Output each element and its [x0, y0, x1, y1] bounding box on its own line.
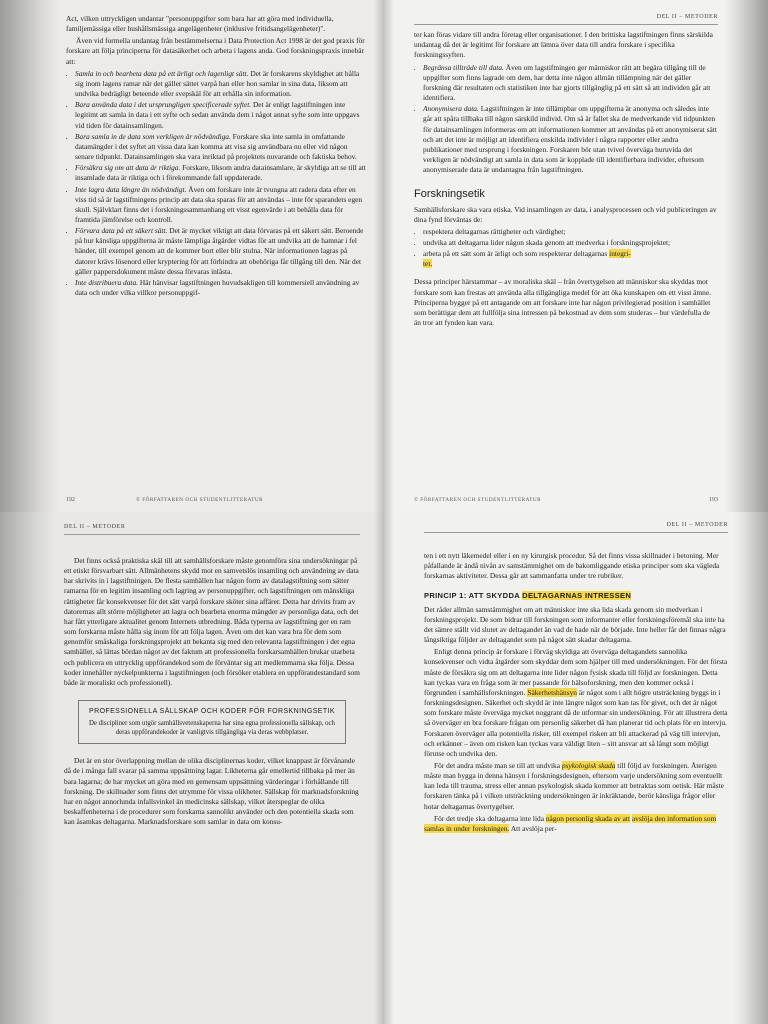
list-item: [75, 185, 366, 226]
bullet-text: Här hänvisar lagstiftningen huvudsakligen till kommersiell användning av data och under vilka villkor personuppgif-: [75, 277, 360, 298]
paragraph: Det finns också praktiska skäl till att samhällsforskare måste genomföra sina undersökningar på ett etiskt försvarbart sätt. Allmänhetens skydd mot en samvetslös insamling och användning av data har skrivits in i lagstiftningen. De flesta samhällen har någon form av datalagstiftning som sätter ramarna för en legitim insamling och lagring av personuppgifter, och lagstiftningen om mänskliga rättigheter får konsekvenser för det sätt varpå forskare sköter sina affärer. Detta har drivits fram av datorernas allt större möjligheter att lagra och bearbeta enorma mängder av personliga data, och det har fått ytterligare aktualitet genom Internets utbredning. Båda typerna av lagstiftning ger en ram som forskarna måste hålla sig inom för att följa lagen. Även om det kan vara bra för dem som genomför småskaliga forskningsprojekt att bekanta sig med den relevanta lagstiftningen i det egna samhället, så lättas bördan något av det faktum att professionella forskarsamhällen brukar utarbeta och publicera en uttrycklig uppförandekod som de förväntar sig att medlemmarna ska följa. Dessa koder innehåller nyckelpunkterna i lagstiftningen (och försöker etablera en uppförandestandard som både är moraliskt och professionell).: [64, 556, 360, 687]
bullet-text: Det är mycket viktigt att data förvaras på ett säkert sätt. Beroende på hur känsliga uppgifterna är måste lämpliga åtgärder vidtas för att undvika att de hamnar i fel händer, till exempel genom att de kommer bort eller blir stulna. När informationen lagras på datorer krävs lösenord eller kryptering för att förhindra att obehöriga får tillgång till den. När det gäller pappersdokument måste dessa förvaras inlåsta.: [75, 226, 364, 276]
paragraph: Även vid formella undantag från bestämmelserna i Data Protection Act 1998 är det god praxis för forskare att följa principerna för datasäkerhet och arbeta i lagens anda. God forskningspraxis innebär att:: [66, 36, 365, 66]
highlighted-text: avslöja den information som samlas in under forskningen.: [424, 813, 717, 833]
paragraph: Det är en stor överlappning mellan de olika disciplinernas koder, vilket knappast är förvånande då de i många fall svarar på samma uppsättning lagar. Likheterna går emellertid tillbaka på mer än bara lagarna; de har mycket att göra med en gemensam uppsättning värderingar i förhållande till forskning. De skillnader som finns det utrymme för vissa olikheter. Sällskap för marknadsforskning har en något annorlunda infallsvinkel än medicinska sällskap, vilket återspeglar de olika beskaffenheterna i de procedurer som forskarna sannolikt använder och den potentiella skada som kan åsamkas deltagarna. Marknadsforskare som samlar in data om konsu-: [64, 756, 359, 827]
highlighted-text: tet.: [423, 259, 433, 269]
bullet-text: Det är forskarens skyldighet att hålla sig inom lagens ramar när det gäller sättet varpå han eller hon samlar in sina data, liksom att undvika bedrägligt beteende eller svepskäl för att erhålla sin information.: [75, 68, 360, 99]
paragraph: ter kan föras vidare till andra företag eller organisationer. I den brittiska lagstiftningen finns särskilda undantag då det är legitimt för forskare att lämna över data till andra forskare i specifika forskningssyften.: [414, 30, 713, 60]
page-number: 193: [709, 496, 718, 503]
info-box-title: PROFESSIONELLA SÄLLSKAP OCH KODER FÖR FORSKNINGSETIK: [89, 708, 335, 716]
paragraph-text: till följd av forskningen. Återigen måste man bygga in denna hänsyn i forskningsdesignen, eftersom varje undersökning som eventuellt kan leda till trauma, stress eller annan psykologisk skada kommer att betraktas som oetisk. Här måste forskaren tänka på i vilken utsträckning undersökningen är inkräktande, berör känsliga frågor eller hotar deltagarnas övertygelser.: [424, 760, 724, 811]
bullet-lead: Bara samla in de data som verkligen är nödvändiga.: [75, 131, 231, 141]
page-192: [0, 0, 384, 512]
running-head: DEL II – METODER: [424, 520, 728, 533]
paragraph: [424, 761, 728, 812]
bullet-lead: Bara använda data i det ursprungligen specificerade syftet.: [75, 100, 252, 110]
bullet-lead: Inte lagra data längre än nödvändigt.: [75, 184, 187, 194]
info-box: [78, 700, 346, 744]
bullet-text: Forskare, liksom andra datainsamlare, är skyldiga att se till att insamlade data är riktiga och i förekommande fall uppdaterade.: [75, 163, 366, 183]
list-item: • respektera deltagarnas rättigheter och värdighet;: [423, 227, 718, 237]
list-item: [75, 100, 366, 130]
paragraph-text: Enligt denna princip är forskare i förväg skyldiga att överväga deltagandets sannolika konsekvenser och vidta åtgärder som skyddar dem som hjälper till med undersökningen. För det första måste de försäkra sig om att deltagarna inte lider någon fysisk skada till följd av forskningen. Detta kan tyckas vara en fråga som är mer passande för hälsoforskning, men den kommer också i förgrunden i samhällsforskningen.: [424, 647, 728, 697]
gutter-shadow: [374, 0, 384, 512]
highlighted-text: psykologisk skada: [561, 760, 616, 770]
bullet-text: arbeta på ett sätt som är ärligt och som respekterar deltagarnas: [423, 249, 610, 259]
paragraph-text: är något som i allt högre utsträckning byggs in i forskningsdesignen. Säkerhet och skydd är inte längre något som kan tas för givet, och det är något som forskare måste överväga mycket noggrant då de utformar sin undersökning. För att illustrera detta så överväger en bra forskare frågan om personlig säkerhet då han planerar tid och plats för en intervju. Forskaren överväger alla potentiella risker, till exempel risken att bli attackerad på väg till intervjun, och erkänner – även om risken kan tyckas vara väldigt liten – sitt ansvar att så långt som möjligt förutse och undvika den.: [424, 687, 728, 758]
bullet-lead: Förvara data på ett säkert sätt.: [75, 226, 168, 236]
page-footer: [414, 495, 718, 505]
bullet-text: Även om forskare inte är tvungna att radera data efter en viss tid så är lagstiftningens princip att data ska sparas för att användas – inte för sparandets egen skull. Självklart finns det i forskningssammanhang ett visst egenvärde i att behålla data för framtida jämförelse och kontroll.: [75, 184, 363, 224]
page-curl-shadow: [0, 512, 56, 1024]
bullet-list: [414, 63, 718, 176]
list-item: • undvika att deltagarna lider någon skada genom att medverka i forskningsprojektet;: [423, 238, 718, 248]
gutter-shadow: [384, 512, 394, 1024]
page-footer: [66, 495, 366, 505]
bullet-lead: Samla in och bearbeta data på ett ärligt och lagenligt sätt.: [75, 68, 249, 78]
list-item: [423, 104, 718, 175]
highlighted-text: Säkerhetshänsyn: [527, 687, 577, 697]
page-bottom-left: [0, 512, 384, 1024]
list-item: [423, 249, 718, 269]
info-box-text: De discipliner som utgör samhällsvetenskaperna har sina egna professionella sällskap, och deras uppförandekoder är vanligtvis tillgängliga via deras webbplatser.: [89, 720, 335, 737]
bullet-text: Lagstiftningen är inte tillämpbar om uppgifterna är anonyma och således inte går att spåra tillbaka till någon särskild individ. Om så är fallet ska de medverkande vid tidpunkten för datainsamlingen informeras om att informationen kommer att användas på ett anonymiserat sätt och att det inte är möjligt att identifiera enskilda individer i några rapporter eller andra publikationer med ursprung i forskningen. Forskaren bör utan tvivel överväga huruvida det verkligen är nödvändigt att samla in data som är kopplade till identifierbara individer, eftersom anonymiserade data är undantagna från lagstiftningen.: [423, 104, 717, 175]
list-item: [75, 69, 366, 99]
publisher-line: © FÖRFATTAREN OCH STUDENTLITTERATUR: [136, 496, 264, 503]
running-head: DEL II – METODER: [64, 522, 360, 535]
principle-heading-text: PRINCIP 1: ATT SKYDDA: [424, 591, 523, 601]
gutter-shadow: [374, 512, 384, 1024]
page-body: [64, 556, 360, 827]
list-item: [75, 163, 366, 183]
bullet-text: Det är enligt lagstiftningen inte legitimt att samla in data i ett syfte och sedan använda dem i något annat syfte som inte uppgavs vid tiden för datainsamlingen.: [75, 100, 360, 130]
page-193: [384, 0, 768, 512]
paragraph: [424, 647, 728, 759]
bullet-lead: Anonymisera data.: [423, 104, 479, 114]
highlighted-text: DELTAGARNAS INTRESSEN: [522, 591, 632, 601]
list-item: [423, 63, 718, 104]
paragraph: Samhällsforskare ska vara etiska. Vid insamlingen av data, i analysprocessen och vid publiceringen av dina fynd förväntas de:: [414, 204, 717, 224]
paragraph-text: För det tredje ska deltagarna inte lida: [434, 813, 546, 823]
bullet-lead: Försäkra sig om att data är riktiga.: [75, 163, 181, 173]
bullet-text: Även om lagstiftningen ger människor rätt att begära tillgång till de uppgifter som finns lagrade om dem, har detta inte någon allmän tillämpning när det gäller forskning där resultaten och statistiken inte har gjorts tillgänglig på ett sätt så att individen går att identifiera.: [423, 62, 711, 103]
list-item: [75, 132, 366, 162]
principle-heading: [424, 591, 728, 601]
bullet-lead: Begränsa tillträde till data.: [423, 62, 504, 72]
page-curl-shadow: [724, 0, 768, 512]
page-body: [424, 551, 728, 834]
highlighted-text: någon personlig skada av att: [545, 813, 631, 823]
paragraph: Act, vilken uttryckligen undantar "personuppgifter som bara har att göra med individuella, familjemässiga eller hushållsmässiga angelägenheter (inklusive fritidsangelägenheter)".: [66, 14, 334, 34]
list-item: [75, 278, 366, 298]
bullet-list: [66, 69, 366, 298]
gutter-shadow: [384, 0, 394, 512]
page-curl-shadow: [734, 512, 768, 1024]
page-number: 192: [66, 496, 75, 503]
ethics-bullet-list: [414, 227, 718, 270]
bullet-lead: Inte distribuera data.: [75, 277, 139, 287]
page-body: [66, 14, 366, 298]
page-curl-shadow: [0, 0, 58, 512]
bullet-text: Forskare ska inte samla in omfattande datamängder i det syftet att vissa data kan komma att visa sig användbara nu eller vid någon senare tidpunkt. Datainsamlingen ska vara inriktad på projektets nuvarande och faktiska behov.: [75, 131, 357, 162]
publisher-line: © FÖRFATTAREN OCH STUDENTLITTERATUR: [414, 496, 542, 503]
page-bottom-right: [384, 512, 768, 1024]
page-body: [414, 30, 718, 328]
highlighted-text: integri-: [609, 249, 631, 259]
running-head: DEL II – METODER: [414, 12, 718, 25]
paragraph-text: Att avslöja per-: [509, 823, 557, 833]
paragraph: Dessa principer härstammar – av moraliska skäl – från övertygelsen att människor ska skyddas mot forskare som kan frestas att använda alla tillgängliga medel för att öka kunskapen om ett visst ämne. Principerna bygger på ett antagande om att forskare inte har någon privilegierad position i samhället som berättigar dem att fullfölja sina intressen på bekostnad av dem som studeras – hur värdefulla de än tror att fynden kan vara.: [414, 277, 711, 328]
list-item: [75, 226, 366, 277]
paragraph: ten i ett nytt läkemedel eller i en ny kirurgisk procedur. Så det finns vissa skillnader i betoning. Mer påfallande är ändå nivån av samstämmighet om de bakomliggande etiska principer som ska vägleda forskarnas aktiviteter. Dessa går att sammanfatta under tre rubriker.: [424, 551, 720, 581]
paragraph: [424, 814, 728, 834]
paragraph: Det råder allmän samstämmighet om att människor inte ska lida skada genom sin medverkan i forskningsprojekt. De som bidrar till forskningen som informanter eller forskningsföremål ska inte ha det sämre ställt vid slutet av deltagandet än vad de hade när de började. Inte heller får det finnas några långsiktiga följder av deltagandet som på något sätt skadar deltagarna.: [424, 604, 726, 645]
section-heading: Forskningsetik: [414, 188, 485, 201]
paragraph-text: För det andra måste man se till att undvika: [434, 760, 562, 770]
